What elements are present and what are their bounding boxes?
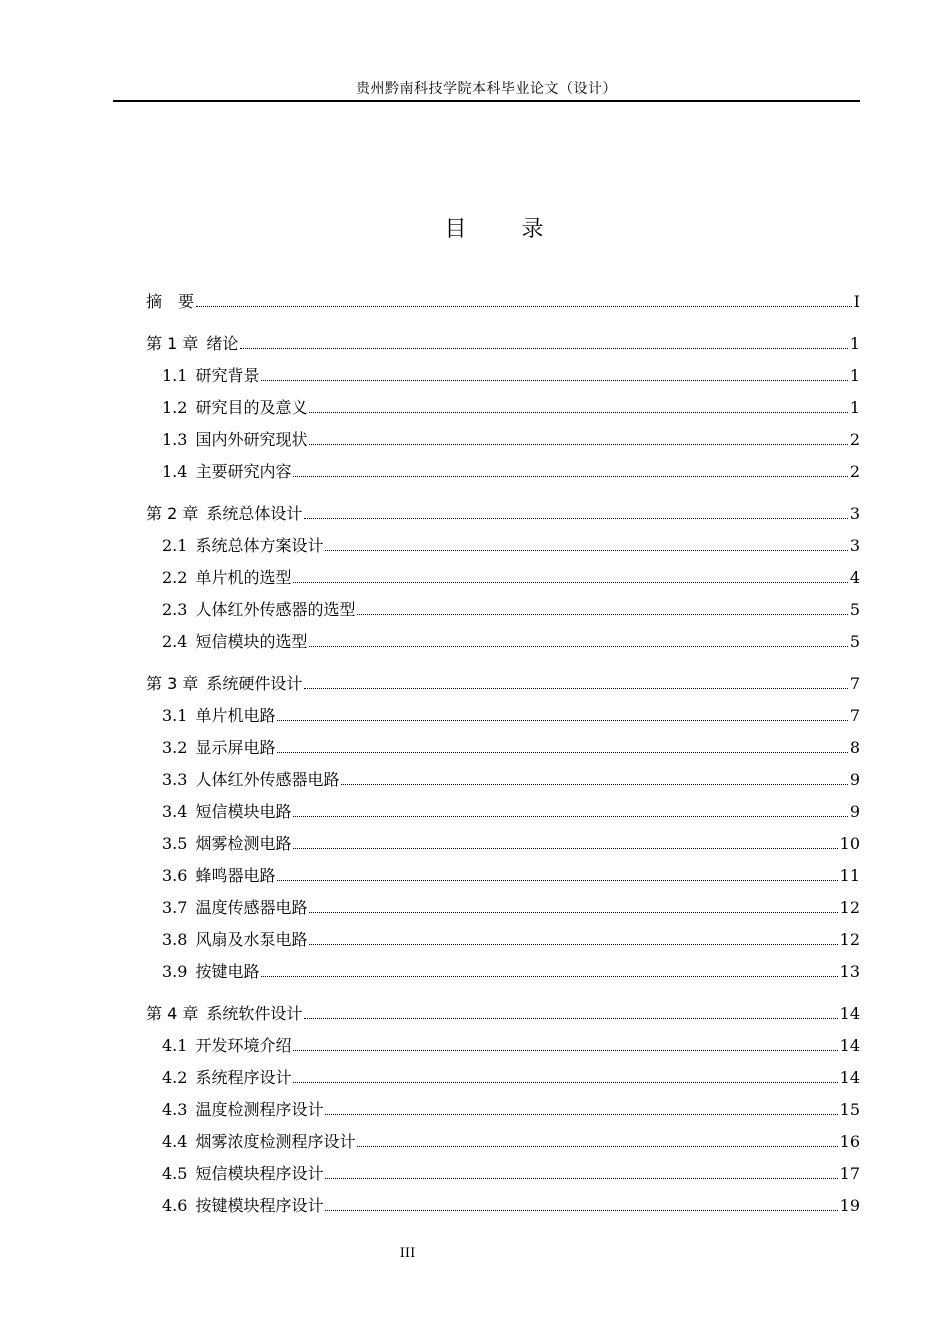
toc-entry-number: 1.4: [162, 462, 188, 481]
toc-entry-label: [162, 568, 291, 588]
toc-entry-number: 3.6: [162, 866, 188, 885]
toc-entry-page: 2: [849, 430, 860, 449]
toc-entry-title: 开发环境介绍: [195, 1036, 292, 1055]
toc-entry-section[interactable]: [146, 726, 860, 758]
toc-entry-title: 烟雾检测电路: [195, 834, 292, 853]
toc-entry-label: [162, 706, 275, 726]
toc-entry-label: [146, 504, 302, 524]
toc-entry-title: 风扇及水泵电路: [195, 930, 308, 949]
toc-entry-label: [162, 770, 339, 790]
toc-entry-label: [162, 866, 275, 886]
dot-leader: [304, 688, 847, 689]
toc-entry-section[interactable]: [146, 758, 860, 790]
page-number: III: [399, 1246, 416, 1261]
toc-entry-label: [162, 1164, 323, 1184]
toc-entry-label: [162, 738, 275, 758]
toc-entry-page: 12: [839, 898, 860, 917]
toc-entry-number: 4.5: [162, 1164, 188, 1183]
toc-entry-number: 4.6: [162, 1196, 188, 1215]
dot-leader: [261, 380, 847, 381]
dot-leader: [309, 444, 847, 445]
toc-entry-title: 国内外研究现状: [195, 430, 308, 449]
toc-entry-number: 3.5: [162, 834, 188, 853]
dot-leader: [309, 912, 837, 913]
toc-entry-number: 第 1 章: [146, 334, 199, 353]
toc-entry-label: [162, 536, 323, 556]
toc-entry-label: [162, 398, 307, 418]
toc-entry-number: 2.4: [162, 632, 188, 651]
toc-entry-number: 2.3: [162, 600, 188, 619]
toc-entry-page: 14: [839, 1068, 860, 1087]
toc-entry-section[interactable]: [146, 822, 860, 854]
toc-entry-title: 系统硬件设计: [206, 674, 303, 693]
table-of-contents: [146, 280, 860, 1216]
toc-entry-label: [162, 1036, 291, 1056]
toc-entry-section[interactable]: [146, 524, 860, 556]
toc-entry-page: 2: [849, 462, 860, 481]
toc-entry-page: 10: [839, 834, 860, 853]
dot-leader: [309, 944, 837, 945]
dot-leader: [325, 1114, 837, 1115]
header-rule: [113, 100, 860, 102]
toc-entry-section[interactable]: [146, 1120, 860, 1152]
toc-entry-page: 7: [849, 674, 860, 693]
toc-entry-title: 主要研究内容: [195, 462, 292, 481]
dot-leader: [293, 1082, 837, 1083]
toc-entry-page: 11: [839, 866, 860, 885]
toc-entry-page: 9: [849, 802, 860, 821]
toc-entry-section[interactable]: [146, 450, 860, 482]
toc-entry-section[interactable]: [146, 588, 860, 620]
toc-entry-page: 3: [849, 504, 860, 523]
toc-entry-label: [162, 1100, 323, 1120]
toc-entry-number: 3.2: [162, 738, 188, 757]
toc-entry-section[interactable]: [146, 854, 860, 886]
toc-entry-label: [162, 898, 307, 918]
toc-entry-page: 5: [849, 632, 860, 651]
toc-entry-page: 9: [849, 770, 860, 789]
dot-leader: [357, 1146, 837, 1147]
toc-entry-number: 4.2: [162, 1068, 188, 1087]
toc-entry-label: [146, 674, 302, 694]
toc-entry-title: 研究目的及意义: [195, 398, 308, 417]
toc-title: 目 录: [444, 217, 568, 242]
toc-entry-number: 第 4 章: [146, 1004, 199, 1023]
dot-leader: [304, 1018, 837, 1019]
dot-leader: [293, 816, 847, 817]
toc-entry-label: [146, 1004, 302, 1024]
toc-entry-section[interactable]: [146, 1152, 860, 1184]
toc-entry-label: [162, 930, 307, 950]
dot-leader: [325, 1178, 837, 1179]
toc-entry-title: 按键电路: [195, 962, 260, 981]
dot-leader: [293, 1050, 837, 1051]
toc-entry-title: 温度检测程序设计: [195, 1100, 324, 1119]
toc-entry-label: [162, 1132, 355, 1152]
toc-entry-page: 17: [839, 1164, 860, 1183]
toc-entry-section[interactable]: [146, 386, 860, 418]
toc-entry-section[interactable]: [146, 556, 860, 588]
dot-leader: [196, 306, 852, 307]
toc-entry-section[interactable]: [146, 886, 860, 918]
dot-leader: [261, 976, 837, 977]
toc-entry-label: [146, 334, 238, 354]
toc-entry-title: 系统总体设计: [206, 504, 303, 523]
toc-entry-section[interactable]: [146, 1024, 860, 1056]
toc-entry-number: 1.1: [162, 366, 188, 385]
toc-entry-label: [162, 802, 291, 822]
toc-entry-number: 第 2 章: [146, 504, 199, 523]
toc-entry-number: 4.3: [162, 1100, 188, 1119]
toc-entry-page: 1: [849, 398, 860, 417]
toc-entry-title: 研究背景: [195, 366, 260, 385]
dot-leader: [357, 614, 847, 615]
toc-entry-title: 蜂鸣器电路: [195, 866, 276, 885]
dot-leader: [309, 412, 847, 413]
dot-leader: [293, 476, 847, 477]
toc-entry-label: [162, 430, 307, 450]
dot-leader: [325, 1210, 837, 1211]
toc-entry-title: 烟雾浓度检测程序设计: [195, 1132, 356, 1151]
toc-entry-number: 1.2: [162, 398, 188, 417]
toc-entry-page: 5: [849, 600, 860, 619]
toc-entry-page: 16: [839, 1132, 860, 1151]
toc-entry-section[interactable]: [146, 620, 860, 652]
toc-entry-section[interactable]: [146, 694, 860, 726]
dot-leader: [309, 646, 847, 647]
toc-entry-number: 1.3: [162, 430, 188, 449]
toc-entry-label: [162, 962, 259, 982]
toc-entry-page: 1: [849, 334, 860, 353]
toc-entry-page: 14: [839, 1036, 860, 1055]
dot-leader: [293, 582, 847, 583]
toc-entry-number: 3.1: [162, 706, 188, 725]
toc-entry-page: 4: [849, 568, 860, 587]
toc-entry-title: 人体红外传感器电路: [195, 770, 340, 789]
toc-entry-title: 短信模块的选型: [195, 632, 308, 651]
toc-entry-title: 单片机电路: [195, 706, 276, 725]
toc-entry-chapter[interactable]: [146, 322, 860, 354]
toc-entry-label: [162, 366, 259, 386]
toc-entry-section[interactable]: [146, 790, 860, 822]
toc-entry-number: 3.3: [162, 770, 188, 789]
toc-entry-page: 15: [839, 1100, 860, 1119]
toc-entry-section[interactable]: [146, 918, 860, 950]
dot-leader: [293, 848, 837, 849]
toc-entry-number: 3.8: [162, 930, 188, 949]
dot-leader: [277, 720, 847, 721]
toc-entry-number: 2.1: [162, 536, 188, 555]
toc-entry-page: 12: [839, 930, 860, 949]
toc-entry-label: [162, 462, 291, 482]
toc-entry-label: [162, 1068, 291, 1088]
toc-entry-section[interactable]: [146, 1056, 860, 1088]
dot-leader: [277, 880, 837, 881]
toc-entry-title: 按键模块程序设计: [195, 1196, 324, 1215]
toc-entry-title: 系统软件设计: [206, 1004, 303, 1023]
dot-leader: [304, 518, 847, 519]
dot-leader: [277, 752, 847, 753]
toc-entry-page: 13: [839, 962, 860, 981]
toc-entry-number: 3.9: [162, 962, 188, 981]
toc-entry-chapter[interactable]: [146, 992, 860, 1024]
toc-entry-title: 摘 要: [146, 292, 195, 311]
toc-entry-number: 第 3 章: [146, 674, 199, 693]
toc-entry-section[interactable]: [146, 950, 860, 982]
toc-entry-label: [162, 1196, 323, 1216]
toc-entry-page: I: [853, 292, 860, 311]
toc-entry-number: 4.4: [162, 1132, 188, 1151]
toc-entry-title: 显示屏电路: [195, 738, 276, 757]
toc-entry-number: 2.2: [162, 568, 188, 587]
dot-leader: [341, 784, 847, 785]
toc-entry-section[interactable]: [146, 1088, 860, 1120]
toc-entry-page: 3: [849, 536, 860, 555]
toc-entry-title: 温度传感器电路: [195, 898, 308, 917]
toc-entry-number: 3.4: [162, 802, 188, 821]
dot-leader: [240, 348, 847, 349]
toc-entry-number: 4.1: [162, 1036, 188, 1055]
dot-leader: [325, 550, 847, 551]
toc-entry-section[interactable]: [146, 1184, 860, 1216]
toc-entry-section[interactable]: [146, 354, 860, 386]
toc-entry-page: 14: [839, 1004, 860, 1023]
toc-entry-page: 7: [849, 706, 860, 725]
toc-entry-title: 系统程序设计: [195, 1068, 292, 1087]
toc-entry-label: [162, 600, 355, 620]
toc-entry-chapter[interactable]: [146, 492, 860, 524]
toc-entry-label: [162, 632, 307, 652]
toc-entry-page: 19: [839, 1196, 860, 1215]
running-header: 贵州黔南科技学院本科毕业论文（设计）: [356, 81, 617, 97]
toc-entry-label: [146, 292, 194, 312]
toc-entry-section[interactable]: [146, 418, 860, 450]
toc-entry-page: 1: [849, 366, 860, 385]
toc-entry-title: 绪论: [206, 334, 239, 353]
toc-entry-chapter[interactable]: [146, 662, 860, 694]
toc-entry-page: 8: [849, 738, 860, 757]
toc-entry-title: 人体红外传感器的选型: [195, 600, 356, 619]
toc-entry-abstract[interactable]: [146, 280, 860, 312]
toc-entry-title: 单片机的选型: [195, 568, 292, 587]
toc-entry-title: 短信模块电路: [195, 802, 292, 821]
toc-entry-number: 3.7: [162, 898, 188, 917]
toc-entry-label: [162, 834, 291, 854]
toc-entry-title: 短信模块程序设计: [195, 1164, 324, 1183]
toc-entry-title: 系统总体方案设计: [195, 536, 324, 555]
